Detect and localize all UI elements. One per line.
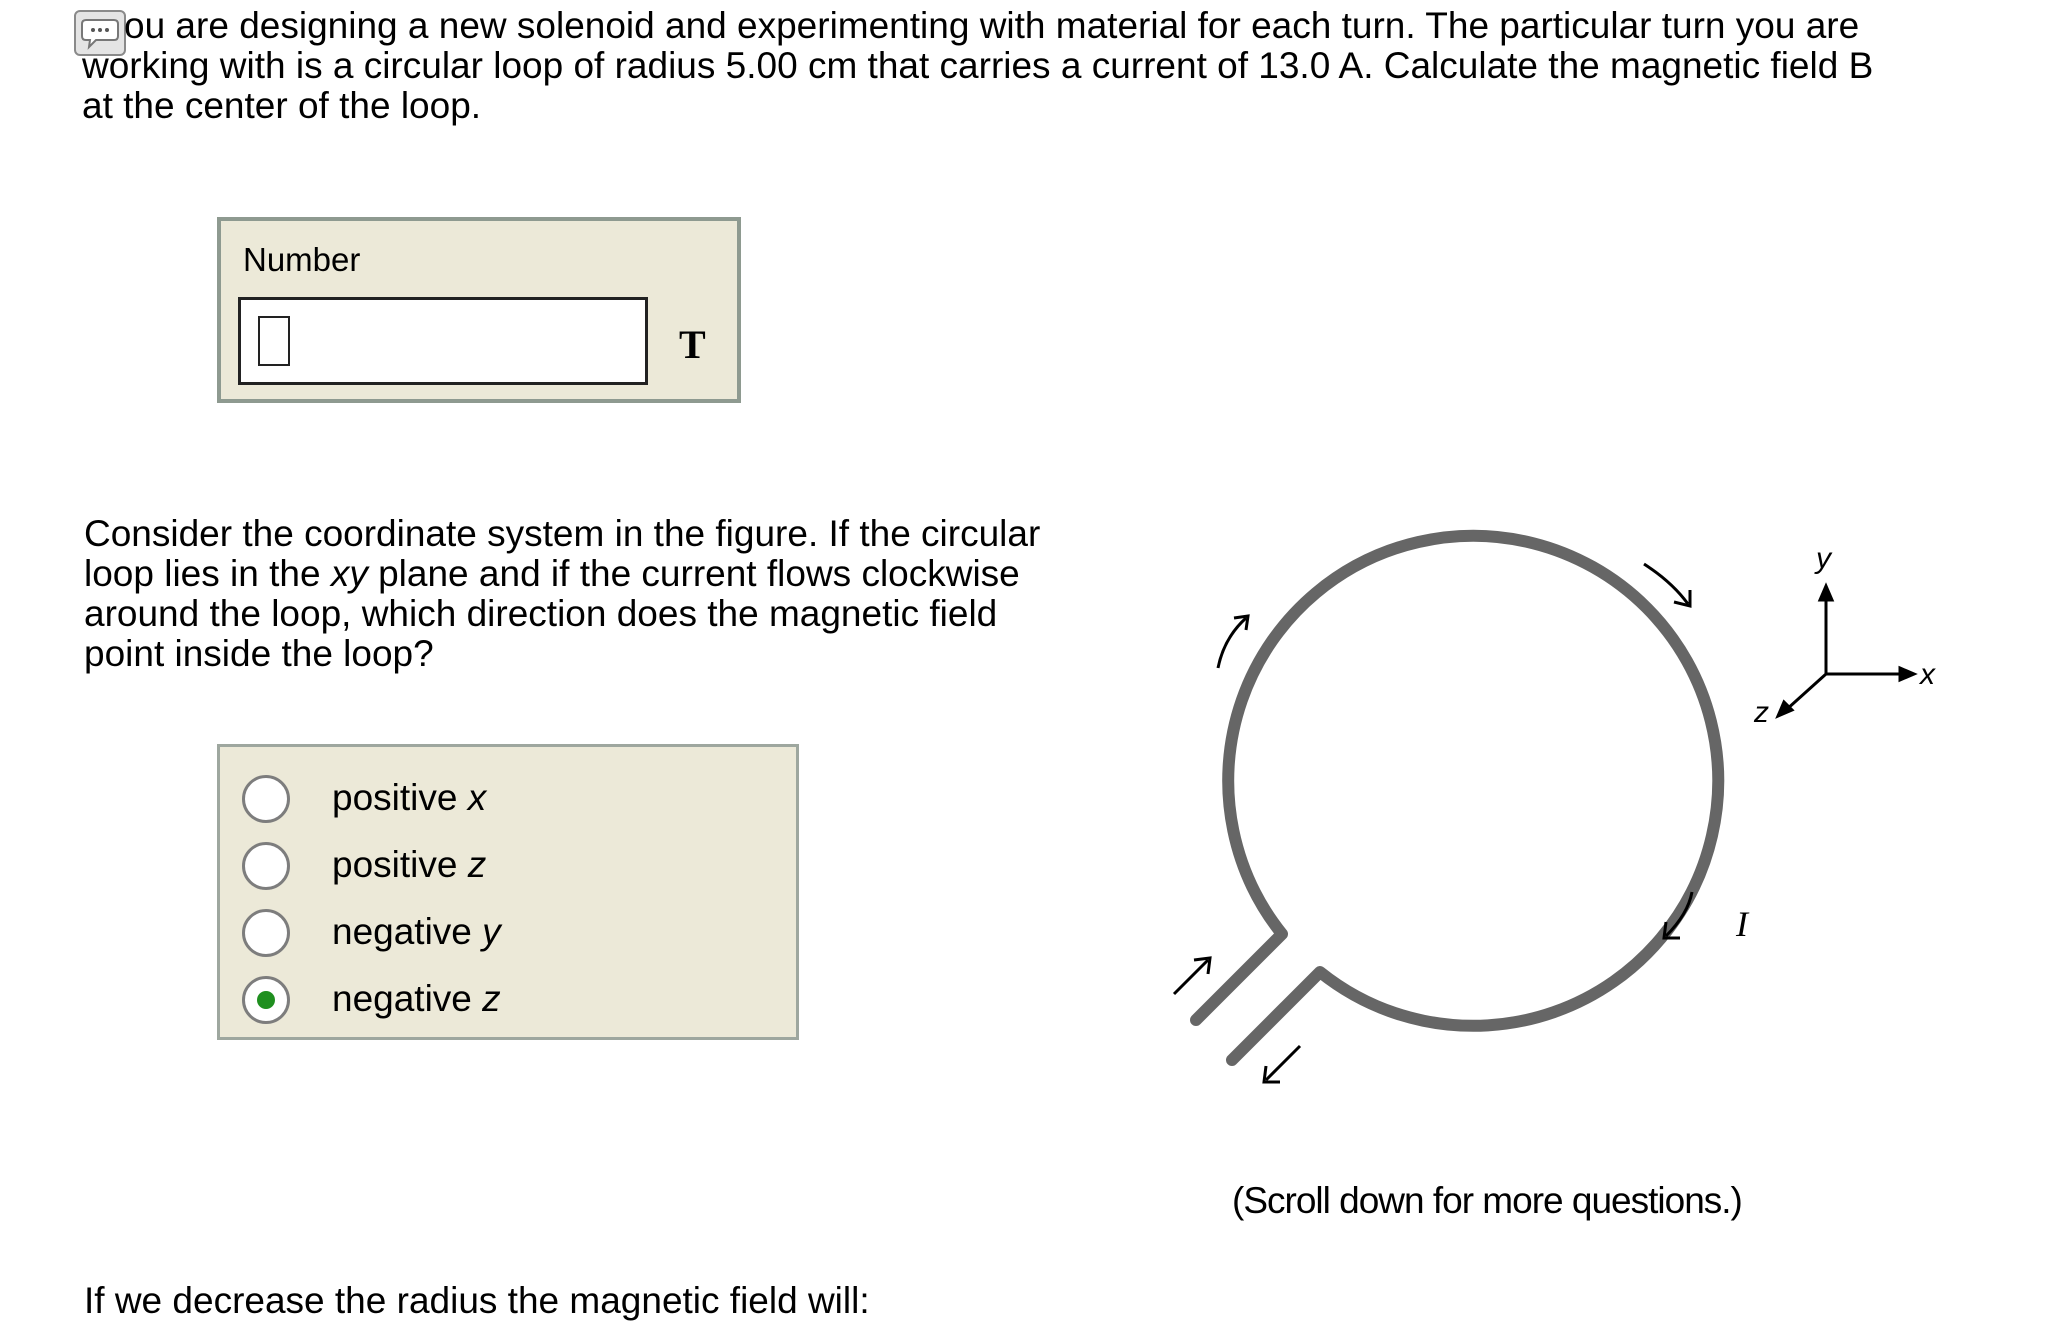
unit-label: T <box>679 322 706 367</box>
question-1-line-2: working with is a circular loop of radius 5.00 cm that carries a current of 13.0 A. Calculate the magnetic field B <box>82 45 1874 86</box>
choice-word: positive <box>332 844 458 885</box>
question-2-line-1: Consider the coordinate system in the figure. If the circular <box>84 513 1041 554</box>
choice-axis: y <box>482 911 501 952</box>
answer-label: Number <box>243 241 361 278</box>
choice-axis: z <box>467 844 487 885</box>
loop-figure <box>1100 500 2000 1120</box>
number-input[interactable] <box>238 297 648 385</box>
current-arrow-lead-in <box>1174 958 1210 994</box>
choice-label <box>332 978 501 1020</box>
question-1-text <box>82 6 2042 126</box>
choice-axis: z <box>482 978 501 1019</box>
answer-choices <box>217 744 799 1040</box>
question-2-line-3: around the loop, which direction does the magnetic field <box>84 593 998 634</box>
question-3-text: If we decrease the radius the magnetic field will: <box>84 1280 870 1321</box>
question-2-text <box>84 514 1164 674</box>
question-2-line-2 <box>84 554 1164 594</box>
question-1-line-1: ou are designing a new solenoid and experimenting with material for each turn. The particular turn you are <box>124 5 1860 46</box>
question-2-plane-var: xy <box>330 553 368 594</box>
axis-y-label: y <box>1816 542 1831 575</box>
choice-negative-y[interactable] <box>242 903 762 963</box>
choice-positive-x[interactable] <box>242 769 762 829</box>
current-label: I <box>1736 904 1748 944</box>
current-arrow-upper-right <box>1644 564 1690 606</box>
choice-label <box>332 911 501 953</box>
question-2-line-4: point inside the loop? <box>84 633 434 674</box>
choice-axis: x <box>467 777 487 818</box>
question-2-line-2-post: plane and if the current flows clockwise <box>367 553 1020 594</box>
answer-box <box>217 217 741 403</box>
choice-label <box>332 844 486 886</box>
choice-word: positive <box>332 777 458 818</box>
current-loop <box>1196 536 1718 1060</box>
radio-button-selected[interactable] <box>242 976 290 1024</box>
choice-negative-z[interactable] <box>242 970 762 1030</box>
coordinate-axes <box>1778 586 1914 716</box>
radio-button[interactable] <box>242 842 290 890</box>
question-2-line-2-pre: loop lies in the <box>84 553 331 594</box>
choice-label <box>332 777 486 819</box>
scroll-note: (Scroll down for more questions.) <box>1232 1180 1742 1221</box>
current-arrow-lead-out <box>1264 1046 1300 1082</box>
current-arrow-upper-left <box>1218 616 1248 668</box>
input-caret <box>258 316 290 366</box>
choice-positive-z[interactable] <box>242 836 762 896</box>
radio-button[interactable] <box>242 909 290 957</box>
choice-word: negative <box>332 911 472 952</box>
radio-button[interactable] <box>242 775 290 823</box>
choice-word: negative <box>332 978 472 1019</box>
axis-x-label: x <box>1920 658 1935 691</box>
question-1-line-3: at the center of the loop. <box>82 85 482 126</box>
axis-z-label: z <box>1754 696 1769 729</box>
